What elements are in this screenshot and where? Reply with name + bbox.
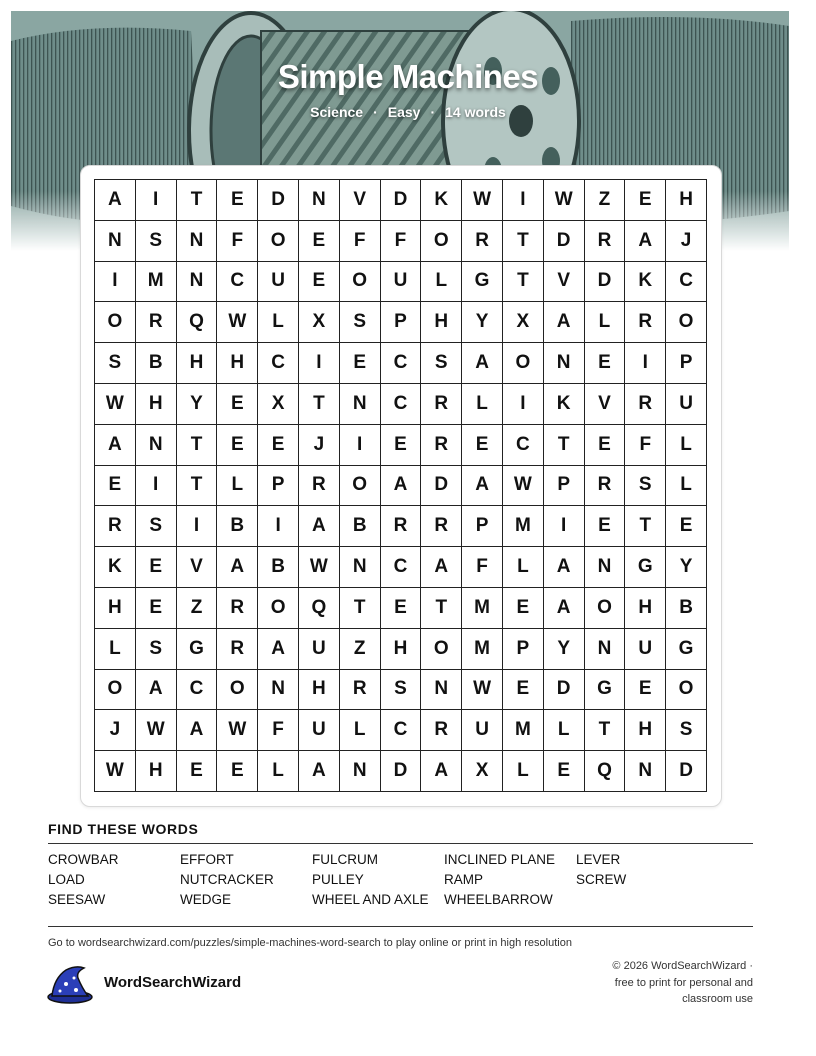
grid-cell[interactable]: F	[340, 221, 381, 262]
grid-cell[interactable]: A	[544, 588, 585, 629]
grid-cell[interactable]: E	[666, 506, 707, 547]
grid-cell[interactable]: I	[340, 425, 381, 466]
grid-cell[interactable]: R	[625, 384, 666, 425]
grid-cell[interactable]: G	[585, 670, 626, 711]
grid-cell[interactable]: Q	[585, 751, 626, 792]
copyright-notice	[583, 958, 753, 1008]
word-list-item: FULCRUM	[312, 852, 378, 867]
grid-cell[interactable]: E	[217, 751, 258, 792]
grid-cell[interactable]: N	[258, 670, 299, 711]
grid-cell[interactable]: O	[258, 221, 299, 262]
grid-cell[interactable]: U	[299, 629, 340, 670]
grid-cell[interactable]: T	[544, 425, 585, 466]
grid-cell[interactable]: R	[625, 302, 666, 343]
grid-cell[interactable]: V	[544, 262, 585, 303]
grid-cell[interactable]: A	[177, 710, 218, 751]
grid-cell[interactable]: P	[258, 466, 299, 507]
grid-cell[interactable]: R	[381, 506, 422, 547]
grid-cell[interactable]: H	[625, 710, 666, 751]
page-title: Simple Machines	[277, 58, 539, 95]
grid-cell[interactable]: E	[503, 670, 544, 711]
grid-cell[interactable]: E	[585, 506, 626, 547]
grid-cell[interactable]: T	[340, 588, 381, 629]
grid-cell[interactable]: N	[585, 547, 626, 588]
grid-cell[interactable]: X	[258, 384, 299, 425]
grid-cell[interactable]: R	[585, 466, 626, 507]
grid-cell[interactable]: T	[625, 506, 666, 547]
grid-cell[interactable]: P	[666, 343, 707, 384]
grid-cell[interactable]: I	[177, 506, 218, 547]
grid-cell[interactable]: Z	[340, 629, 381, 670]
grid-cell[interactable]: C	[666, 262, 707, 303]
grid-cell[interactable]: R	[136, 302, 177, 343]
grid-cell[interactable]: E	[299, 221, 340, 262]
grid-cell[interactable]: O	[666, 670, 707, 711]
grid-cell[interactable]: Y	[462, 302, 503, 343]
grid-cell[interactable]: O	[95, 670, 136, 711]
grid-cell[interactable]: S	[421, 343, 462, 384]
grid-cell[interactable]: W	[462, 670, 503, 711]
grid-cell[interactable]: L	[503, 751, 544, 792]
grid-cell[interactable]: Y	[666, 547, 707, 588]
grid-cell[interactable]: U	[666, 384, 707, 425]
grid-cell[interactable]: L	[258, 751, 299, 792]
word-list-item: EFFORT	[180, 852, 234, 867]
grid-cell[interactable]: O	[585, 588, 626, 629]
grid-cell[interactable]: A	[95, 180, 136, 221]
word-list-item: RAMP	[444, 872, 484, 887]
grid-cell[interactable]: A	[95, 425, 136, 466]
grid-cell[interactable]: E	[95, 466, 136, 507]
grid-cell[interactable]: W	[299, 547, 340, 588]
grid-cell[interactable]: N	[299, 180, 340, 221]
grid-cell[interactable]: D	[421, 466, 462, 507]
grid-cell[interactable]: R	[421, 506, 462, 547]
grid-cell[interactable]: N	[136, 425, 177, 466]
grid-cell[interactable]: G	[625, 547, 666, 588]
word-list-item: INCLINED PLANE	[444, 852, 556, 867]
grid-cell[interactable]: B	[340, 506, 381, 547]
grid-cell[interactable]: R	[217, 629, 258, 670]
grid-cell[interactable]: I	[136, 180, 177, 221]
word-list-item: SEESAW	[48, 892, 106, 907]
grid-cell[interactable]: R	[299, 466, 340, 507]
grid-cell[interactable]: E	[585, 425, 626, 466]
grid-cell[interactable]: N	[177, 221, 218, 262]
grid-cell[interactable]: F	[258, 710, 299, 751]
grid-cell[interactable]: O	[340, 466, 381, 507]
grid-cell[interactable]: L	[340, 710, 381, 751]
grid-cell[interactable]: P	[544, 466, 585, 507]
grid-cell[interactable]: L	[217, 466, 258, 507]
grid-cell[interactable]: F	[462, 547, 503, 588]
grid-cell[interactable]: D	[381, 180, 422, 221]
grid-cell[interactable]: U	[462, 710, 503, 751]
grid-cell[interactable]: L	[421, 262, 462, 303]
grid-cell[interactable]: L	[666, 425, 707, 466]
grid-cell[interactable]: I	[299, 343, 340, 384]
grid-cell[interactable]: E	[381, 425, 422, 466]
grid-cell[interactable]: O	[258, 588, 299, 629]
grid-cell[interactable]: T	[177, 466, 218, 507]
grid-cell[interactable]: A	[299, 751, 340, 792]
grid-cell[interactable]: N	[625, 751, 666, 792]
grid-cell[interactable]: E	[585, 343, 626, 384]
grid-cell[interactable]: H	[299, 670, 340, 711]
grid-cell[interactable]: L	[666, 466, 707, 507]
grid-cell[interactable]: N	[340, 384, 381, 425]
grid-cell[interactable]: I	[136, 466, 177, 507]
grid-cell[interactable]: E	[299, 262, 340, 303]
grid-cell[interactable]: Z	[585, 180, 626, 221]
grid-cell[interactable]: K	[95, 547, 136, 588]
grid-cell[interactable]: A	[544, 547, 585, 588]
grid-cell[interactable]: X	[503, 302, 544, 343]
grid-cell[interactable]: W	[217, 302, 258, 343]
grid-cell[interactable]: G	[666, 629, 707, 670]
grid-cell[interactable]: E	[136, 547, 177, 588]
grid-cell[interactable]: F	[217, 221, 258, 262]
grid-cell[interactable]: E	[625, 670, 666, 711]
grid-cell[interactable]: A	[462, 466, 503, 507]
grid-cell[interactable]: D	[381, 751, 422, 792]
grid-cell[interactable]: R	[421, 425, 462, 466]
grid-cell[interactable]: H	[625, 588, 666, 629]
grid-cell[interactable]: A	[421, 547, 462, 588]
grid-cell[interactable]: A	[217, 547, 258, 588]
grid-cell[interactable]: C	[381, 343, 422, 384]
letter-grid	[94, 179, 707, 792]
grid-cell[interactable]: E	[544, 751, 585, 792]
grid-cell[interactable]: C	[381, 710, 422, 751]
grid-cell[interactable]: E	[462, 425, 503, 466]
grid-cell[interactable]: D	[666, 751, 707, 792]
grid-cell[interactable]: W	[544, 180, 585, 221]
grid-cell[interactable]: U	[625, 629, 666, 670]
brand-name: WordSearchWizard	[104, 974, 242, 991]
grid-cell[interactable]: J	[299, 425, 340, 466]
grid-cell[interactable]: N	[585, 629, 626, 670]
grid-cell[interactable]: B	[217, 506, 258, 547]
grid-cell[interactable]: I	[95, 262, 136, 303]
grid-cell[interactable]: A	[299, 506, 340, 547]
grid-cell[interactable]: H	[381, 629, 422, 670]
grid-cell[interactable]: R	[421, 384, 462, 425]
grid-cell[interactable]: O	[95, 302, 136, 343]
word-list-item: WHEELBARROW	[444, 892, 553, 907]
grid-cell[interactable]: S	[625, 466, 666, 507]
category-label: Science	[310, 104, 364, 120]
grid-cell[interactable]: H	[95, 588, 136, 629]
grid-cell[interactable]: M	[136, 262, 177, 303]
grid-cell[interactable]: R	[421, 710, 462, 751]
grid-cell[interactable]: T	[299, 384, 340, 425]
word-list-item: NUTCRACKER	[180, 872, 274, 887]
grid-cell[interactable]: P	[503, 629, 544, 670]
grid-cell[interactable]: S	[95, 343, 136, 384]
grid-cell[interactable]: C	[258, 343, 299, 384]
grid-cell[interactable]: V	[340, 180, 381, 221]
grid-cell[interactable]: H	[666, 180, 707, 221]
grid-cell[interactable]: R	[217, 588, 258, 629]
grid-cell[interactable]: R	[340, 670, 381, 711]
grid-cell[interactable]: C	[381, 384, 422, 425]
grid-cell[interactable]: W	[462, 180, 503, 221]
grid-cell[interactable]: T	[585, 710, 626, 751]
meta-separator: ·	[430, 104, 436, 120]
grid-cell[interactable]: C	[177, 670, 218, 711]
grid-cell[interactable]: N	[544, 343, 585, 384]
grid-cell[interactable]: K	[544, 384, 585, 425]
grid-cell[interactable]: L	[95, 629, 136, 670]
grid-cell[interactable]: Q	[177, 302, 218, 343]
grid-cell[interactable]: W	[136, 710, 177, 751]
grid-cell[interactable]: O	[666, 302, 707, 343]
grid-cell[interactable]: T	[177, 180, 218, 221]
grid-cell[interactable]: U	[381, 262, 422, 303]
word-list-item: CROWBAR	[48, 852, 119, 867]
grid-cell[interactable]: N	[95, 221, 136, 262]
grid-cell[interactable]: A	[421, 751, 462, 792]
grid-cell[interactable]: C	[503, 425, 544, 466]
grid-cell[interactable]: M	[462, 629, 503, 670]
word-list-item: WEDGE	[180, 892, 232, 907]
puzzle-meta	[0, 104, 816, 120]
grid-cell[interactable]: Q	[299, 588, 340, 629]
grid-cell[interactable]: L	[544, 710, 585, 751]
grid-cell[interactable]: J	[95, 710, 136, 751]
grid-cell[interactable]: U	[258, 262, 299, 303]
grid-cell[interactable]: W	[217, 710, 258, 751]
grid-cell[interactable]: N	[177, 262, 218, 303]
grid-cell[interactable]: C	[381, 547, 422, 588]
grid-cell[interactable]: D	[258, 180, 299, 221]
grid-cell[interactable]: S	[136, 221, 177, 262]
grid-cell[interactable]: I	[503, 180, 544, 221]
grid-cell[interactable]: D	[585, 262, 626, 303]
grid-cell[interactable]: O	[503, 343, 544, 384]
grid-cell[interactable]: V	[177, 547, 218, 588]
grid-cell[interactable]: L	[462, 384, 503, 425]
word-list-item: LEVER	[576, 852, 621, 867]
grid-cell[interactable]: E	[217, 180, 258, 221]
divider	[48, 926, 753, 927]
divider	[48, 843, 753, 844]
grid-cell[interactable]: O	[340, 262, 381, 303]
grid-cell[interactable]: W	[95, 751, 136, 792]
word-list-item: PULLEY	[312, 872, 364, 887]
grid-cell[interactable]: O	[217, 670, 258, 711]
grid-cell[interactable]: E	[340, 343, 381, 384]
grid-cell[interactable]: Z	[177, 588, 218, 629]
grid-cell[interactable]: T	[503, 221, 544, 262]
grid-cell[interactable]: I	[625, 343, 666, 384]
grid-cell[interactable]: T	[421, 588, 462, 629]
grid-cell[interactable]: A	[381, 466, 422, 507]
grid-cell[interactable]: K	[421, 180, 462, 221]
grid-cell[interactable]: I	[258, 506, 299, 547]
grid-cell[interactable]: J	[666, 221, 707, 262]
grid-cell[interactable]: O	[421, 629, 462, 670]
difficulty-label: Easy	[387, 104, 421, 120]
grid-cell[interactable]: M	[503, 710, 544, 751]
grid-cell[interactable]: S	[136, 629, 177, 670]
grid-cell[interactable]: E	[381, 588, 422, 629]
grid-cell[interactable]: H	[136, 384, 177, 425]
copyright-line: free to print for personal and	[614, 976, 753, 989]
grid-cell[interactable]: R	[95, 506, 136, 547]
grid-cell[interactable]: E	[217, 384, 258, 425]
grid-cell[interactable]: C	[217, 262, 258, 303]
grid-cell[interactable]: O	[421, 221, 462, 262]
grid-cell[interactable]: A	[625, 221, 666, 262]
grid-cell[interactable]: U	[299, 710, 340, 751]
grid-cell[interactable]: R	[462, 221, 503, 262]
grid-cell[interactable]: H	[177, 343, 218, 384]
grid-cell[interactable]: Y	[544, 629, 585, 670]
copyright-line: © 2026 WordSearchWizard ·	[612, 960, 753, 972]
grid-cell[interactable]: X	[462, 751, 503, 792]
word-list	[48, 852, 753, 908]
grid-cell[interactable]: L	[503, 547, 544, 588]
grid-cell[interactable]: T	[503, 262, 544, 303]
grid-cell[interactable]: B	[666, 588, 707, 629]
grid-cell[interactable]: F	[381, 221, 422, 262]
grid-cell[interactable]: A	[136, 670, 177, 711]
grid-cell[interactable]: L	[585, 302, 626, 343]
grid-cell[interactable]: P	[381, 302, 422, 343]
grid-cell[interactable]: G	[462, 262, 503, 303]
grid-cell[interactable]: X	[299, 302, 340, 343]
grid-cell[interactable]: K	[625, 262, 666, 303]
word-list-item: LOAD	[48, 872, 85, 887]
grid-cell[interactable]: A	[258, 629, 299, 670]
grid-cell[interactable]: H	[136, 751, 177, 792]
grid-cell[interactable]: I	[503, 384, 544, 425]
grid-cell[interactable]: L	[258, 302, 299, 343]
grid-cell[interactable]: N	[340, 547, 381, 588]
grid-cell[interactable]: A	[462, 343, 503, 384]
grid-cell[interactable]: F	[625, 425, 666, 466]
grid-cell[interactable]: S	[340, 302, 381, 343]
grid-cell[interactable]: E	[217, 425, 258, 466]
grid-cell[interactable]: D	[544, 221, 585, 262]
grid-cell[interactable]: N	[340, 751, 381, 792]
grid-cell[interactable]: R	[585, 221, 626, 262]
grid-cell[interactable]: S	[381, 670, 422, 711]
word-list-item: SCREW	[576, 872, 627, 887]
grid-cell[interactable]: S	[666, 710, 707, 751]
find-words-heading: FIND THESE WORDS	[48, 821, 199, 837]
grid-cell[interactable]: D	[544, 670, 585, 711]
copyright-line: classroom use	[682, 993, 753, 1005]
grid-cell[interactable]: N	[421, 670, 462, 711]
grid-cell[interactable]: E	[625, 180, 666, 221]
grid-cell[interactable]: B	[136, 343, 177, 384]
grid-cell[interactable]: W	[95, 384, 136, 425]
word-list-item: WHEEL AND AXLE	[312, 892, 429, 907]
grid-cell[interactable]: W	[503, 466, 544, 507]
grid-cell[interactable]: P	[462, 506, 503, 547]
grid-cell[interactable]: H	[421, 302, 462, 343]
wizard-hat-icon	[46, 964, 94, 1004]
grid-cell[interactable]: S	[136, 506, 177, 547]
grid-cell[interactable]: E	[503, 588, 544, 629]
grid-cell[interactable]: Y	[177, 384, 218, 425]
grid-cell[interactable]: H	[217, 343, 258, 384]
grid-cell[interactable]: B	[258, 547, 299, 588]
word-count-label: 14 words	[445, 104, 506, 120]
grid-cell[interactable]: M	[462, 588, 503, 629]
meta-separator: ·	[373, 104, 378, 120]
grid-cell[interactable]: T	[177, 425, 218, 466]
grid-cell[interactable]: M	[503, 506, 544, 547]
grid-cell[interactable]: V	[585, 384, 626, 425]
grid-cell[interactable]: E	[258, 425, 299, 466]
grid-cell[interactable]: G	[177, 629, 218, 670]
grid-cell[interactable]: A	[544, 302, 585, 343]
footer-link[interactable]: Go to wordsearchwizard.com/puzzles/simple-machines-word-search to play online or print in high resolution	[48, 937, 572, 949]
grid-cell[interactable]: E	[136, 588, 177, 629]
grid-cell[interactable]: E	[177, 751, 218, 792]
grid-cell[interactable]: I	[544, 506, 585, 547]
